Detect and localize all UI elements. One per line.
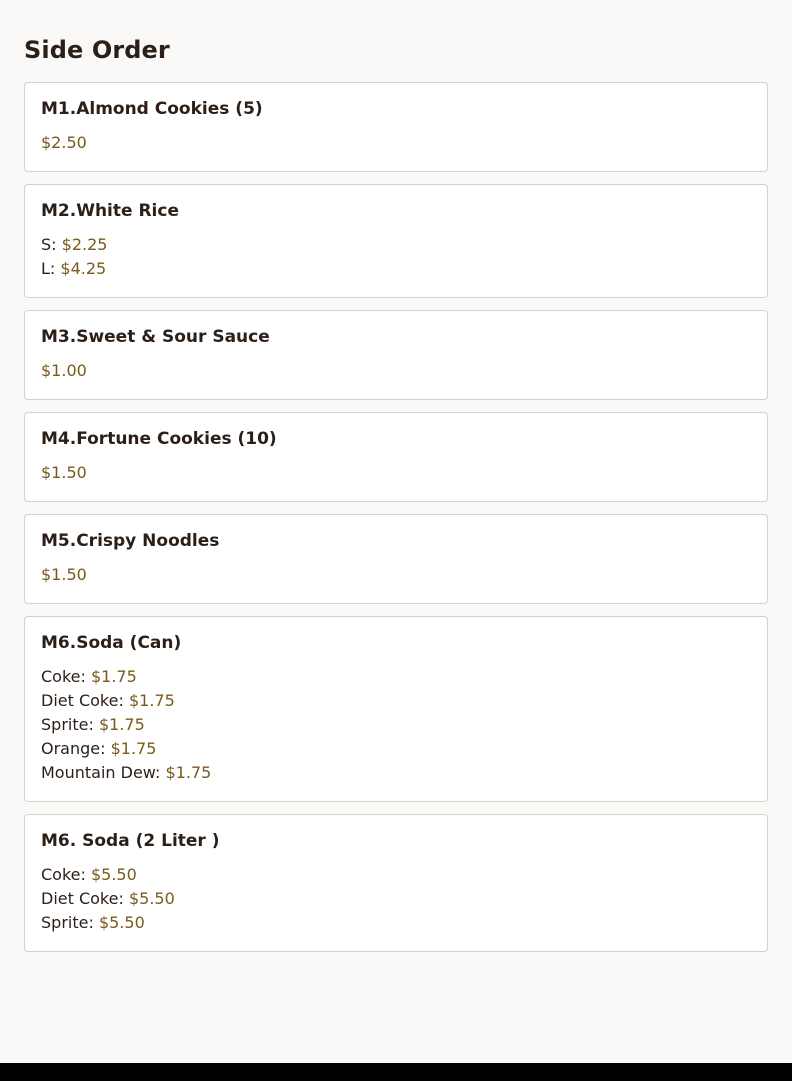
menu-item-card[interactable] bbox=[24, 616, 768, 802]
price-value: $2.25 bbox=[61, 235, 108, 254]
price-value: $1.75 bbox=[90, 667, 137, 686]
price-value: $5.50 bbox=[128, 889, 175, 908]
price-separator: : bbox=[118, 691, 129, 710]
menu-item-name: M4.Fortune Cookies (10) bbox=[41, 429, 277, 449]
menu-item-name: M6.Soda (Can) bbox=[41, 633, 182, 653]
price-separator: : bbox=[51, 235, 62, 254]
menu-item-prices bbox=[41, 233, 751, 281]
price-value: $1.50 bbox=[41, 463, 87, 482]
price-value: $5.50 bbox=[98, 913, 145, 932]
price-option-label: L bbox=[41, 259, 50, 278]
price-option-label: Orange bbox=[41, 739, 101, 758]
price-option-label: S bbox=[41, 235, 52, 254]
menu-item-name: M5.Crispy Noodles bbox=[41, 531, 220, 551]
price-separator: : bbox=[118, 889, 129, 908]
price-value: $4.25 bbox=[60, 259, 107, 278]
price-option-label: Diet Coke bbox=[41, 691, 119, 710]
price-separator: : bbox=[80, 667, 91, 686]
price-value: $1.75 bbox=[128, 691, 175, 710]
price-line bbox=[41, 713, 751, 737]
menu-item-prices bbox=[41, 359, 751, 383]
menu-item-prices bbox=[41, 563, 751, 587]
price-line bbox=[41, 689, 751, 713]
price-option-label: Diet Coke bbox=[41, 889, 119, 908]
price-value: $1.50 bbox=[41, 565, 87, 584]
price-option-label: Coke bbox=[41, 865, 81, 884]
price-separator: : bbox=[88, 715, 99, 734]
price-separator: : bbox=[155, 763, 166, 782]
price-line bbox=[41, 863, 751, 887]
price-line bbox=[41, 737, 751, 761]
price-line bbox=[41, 911, 751, 935]
menu-item-card[interactable] bbox=[24, 514, 768, 604]
menu-item-name: M2.White Rice bbox=[41, 201, 179, 221]
price-line bbox=[41, 233, 751, 257]
menu-item-card[interactable] bbox=[24, 310, 768, 400]
menu-item-name: M1.Almond Cookies (5) bbox=[41, 99, 263, 119]
price-separator: : bbox=[100, 739, 111, 758]
menu-item-name: M3.Sweet & Sour Sauce bbox=[41, 327, 270, 347]
price-line bbox=[41, 461, 751, 485]
menu-item-name: M6. Soda (2 Liter ) bbox=[41, 831, 220, 851]
price-line bbox=[41, 131, 751, 155]
price-line bbox=[41, 887, 751, 911]
price-value: $1.75 bbox=[98, 715, 145, 734]
price-option-label: Sprite bbox=[41, 913, 89, 932]
menu-item-card[interactable] bbox=[24, 412, 768, 502]
bottom-bar bbox=[0, 1063, 792, 1081]
price-separator: : bbox=[49, 259, 61, 278]
menu-item-card[interactable] bbox=[24, 814, 768, 952]
menu-item-card[interactable] bbox=[24, 82, 768, 172]
price-value: $1.75 bbox=[110, 739, 157, 758]
menu-item-prices bbox=[41, 863, 751, 935]
menu-list bbox=[24, 82, 768, 964]
menu-item-card[interactable] bbox=[24, 184, 768, 298]
menu-item-prices bbox=[41, 131, 751, 155]
price-value: $5.50 bbox=[90, 865, 137, 884]
menu-item-prices bbox=[41, 461, 751, 485]
price-value: $1.75 bbox=[165, 763, 212, 782]
price-value: $1.00 bbox=[41, 361, 87, 380]
price-option-label: Mountain Dew bbox=[41, 763, 155, 782]
menu-item-prices bbox=[41, 665, 751, 785]
price-line bbox=[41, 665, 751, 689]
price-line bbox=[41, 257, 751, 281]
price-line bbox=[41, 761, 751, 785]
section-title: Side Order bbox=[24, 36, 170, 64]
price-option-label: Coke bbox=[41, 667, 81, 686]
price-option-label: Sprite bbox=[41, 715, 89, 734]
price-value: $2.50 bbox=[41, 133, 87, 152]
price-separator: : bbox=[88, 913, 99, 932]
price-separator: : bbox=[80, 865, 91, 884]
price-line bbox=[41, 359, 751, 383]
price-line bbox=[41, 563, 751, 587]
